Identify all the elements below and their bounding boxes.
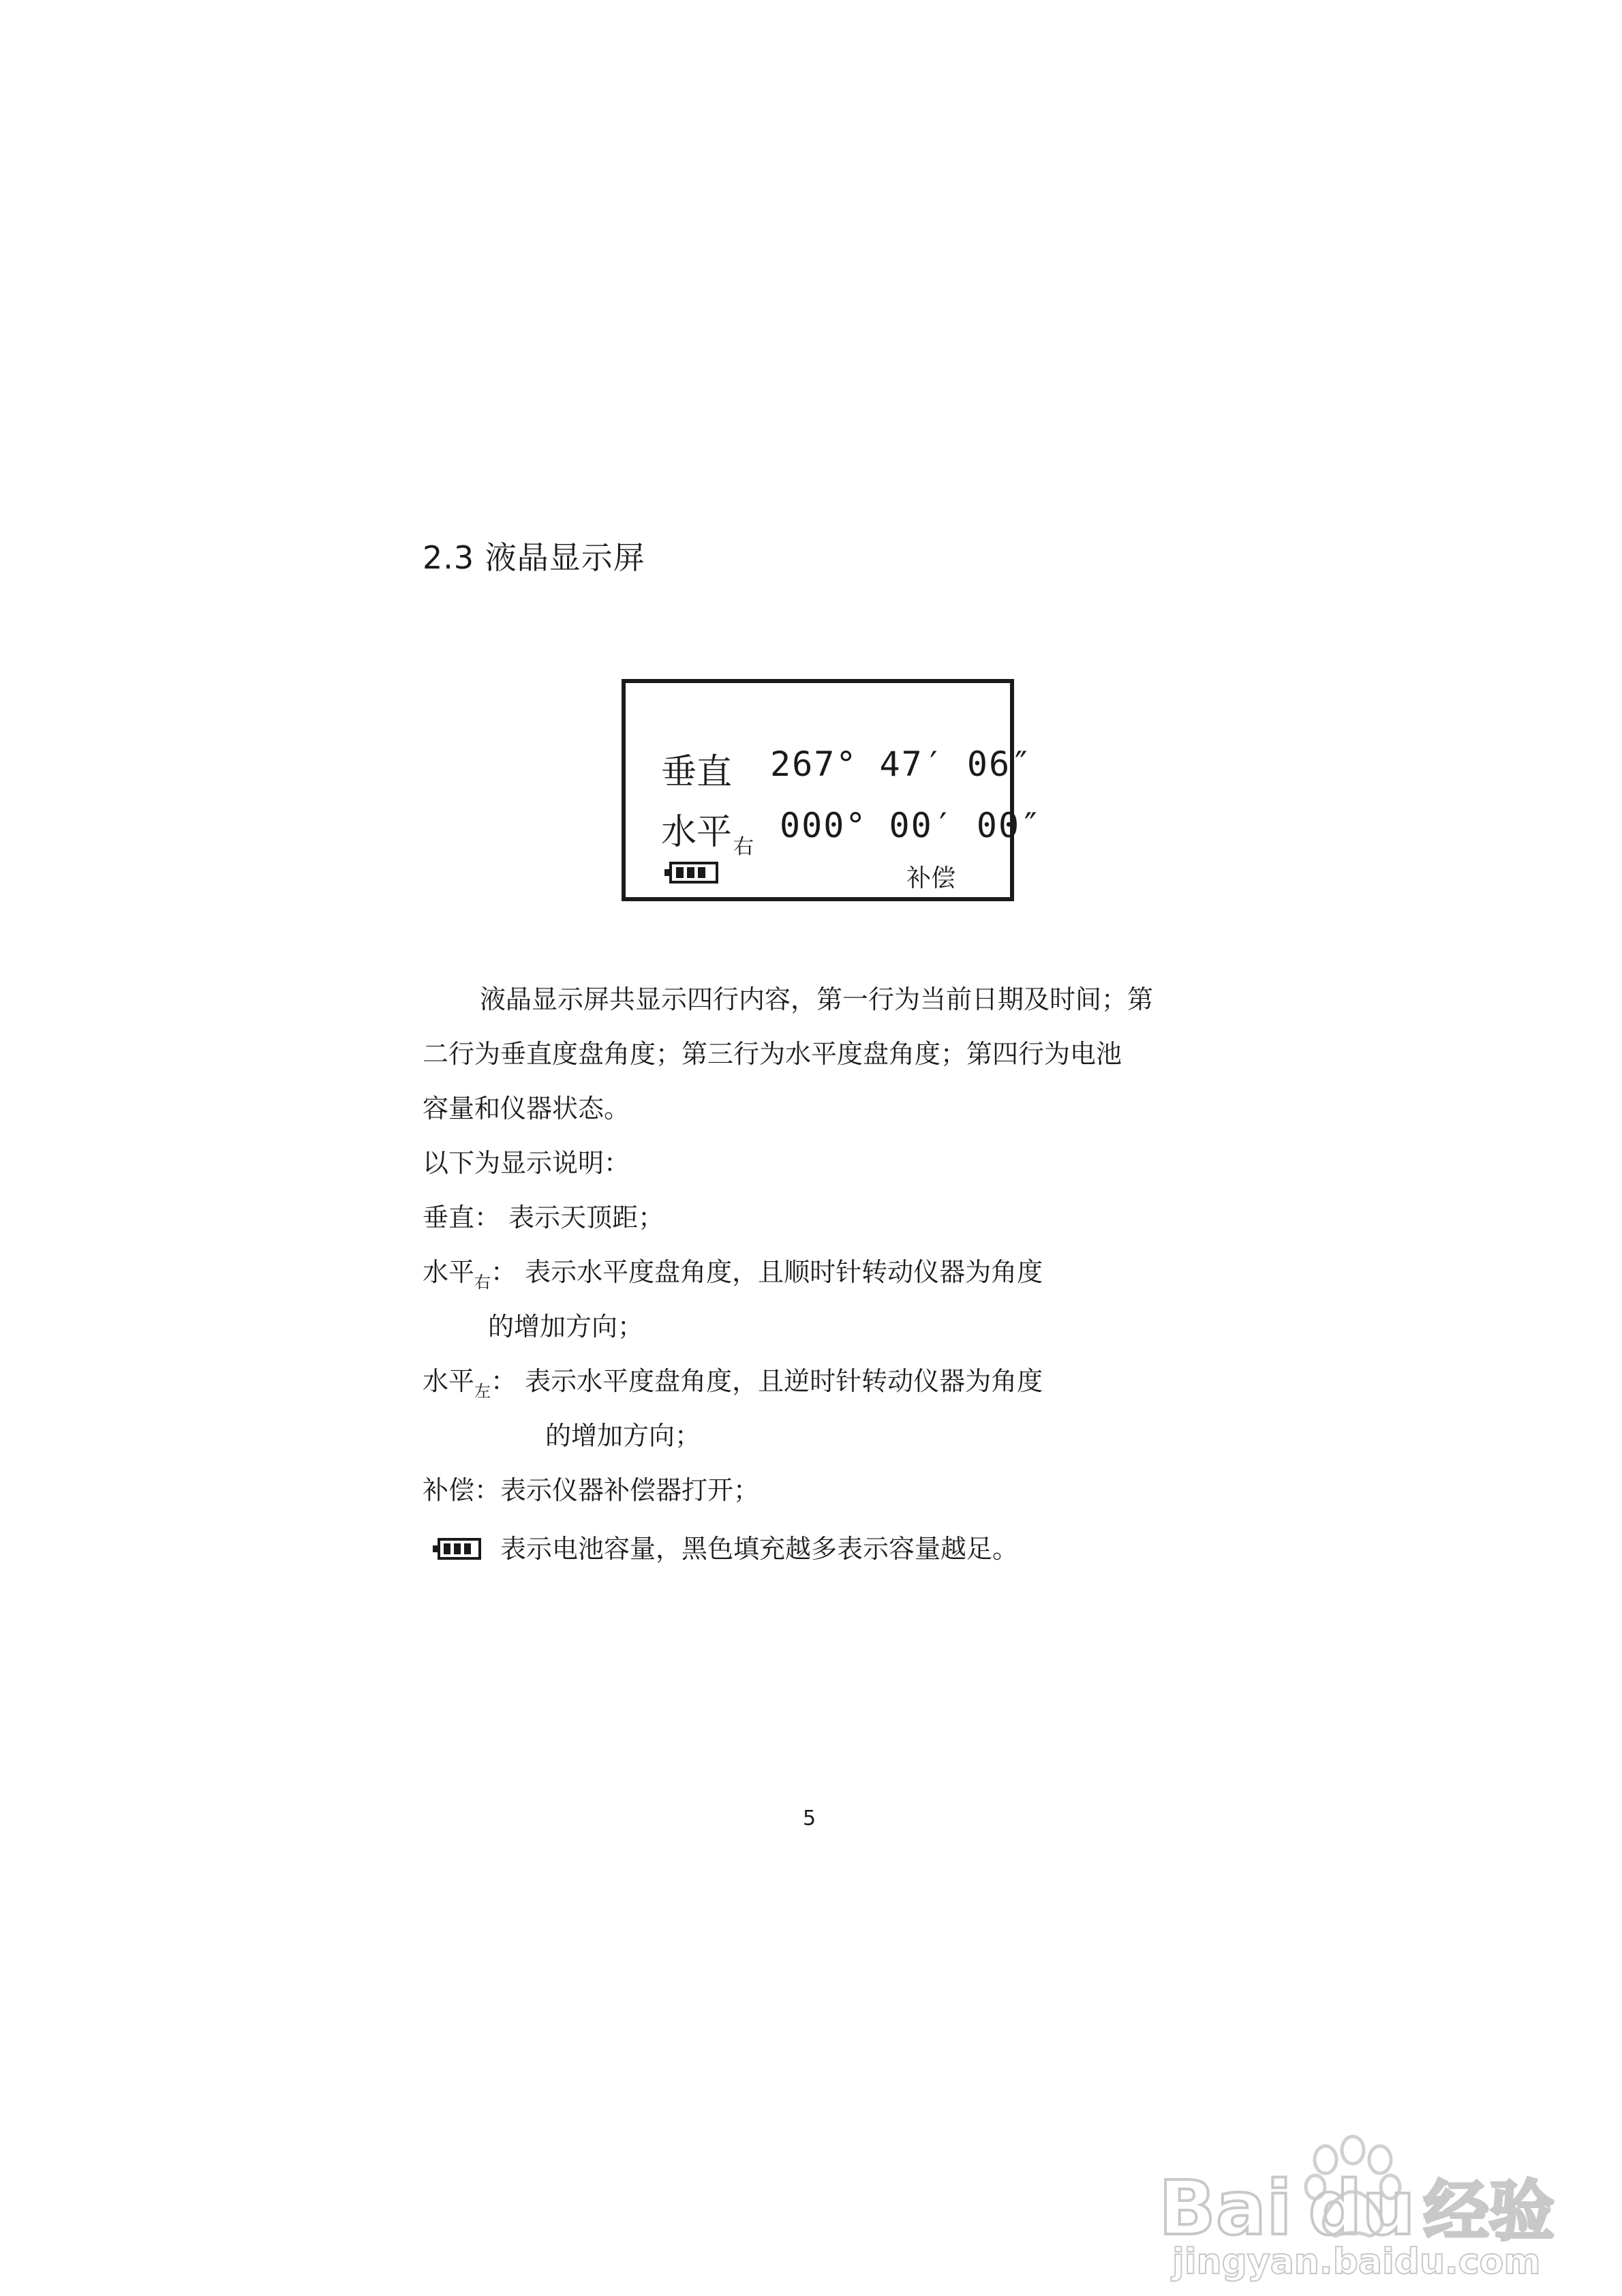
lcd-row2-label <box>661 803 754 859</box>
lcd-row2-sub: 右 <box>733 835 754 859</box>
battery-icon <box>669 862 718 886</box>
explain-item-compensation: 补偿：表示仪器补偿器打开； <box>423 1475 760 1505</box>
lcd-display <box>622 679 1043 901</box>
watermark-brand-cn: 经验 <box>1423 2173 1555 2250</box>
battery-body <box>669 862 718 883</box>
item3-text: ： 表示水平度盘角度，且逆时针转动仪器为角度 <box>491 1366 1043 1396</box>
item3-label: 水平 <box>423 1366 475 1396</box>
explain-item-vertical: 垂直： 表示天顶距； <box>423 1203 664 1233</box>
section-title: 2.3 液晶显示屏 <box>423 539 645 576</box>
battery-icon <box>432 1535 487 1562</box>
explain-item-battery <box>423 1522 1018 1576</box>
battery-body <box>438 1538 481 1560</box>
item2-label: 水平 <box>423 1257 475 1287</box>
intro-line-2: 二行为垂直度盘角度；第三行为水平度盘角度；第四行为电池 <box>423 1039 1122 1069</box>
item5-text: 表示电池容量，黑色填充越多表示容量越足。 <box>500 1534 1019 1564</box>
watermark-brand <box>1159 2160 1555 2253</box>
explain-heading: 以下为显示说明： <box>423 1148 630 1178</box>
battery-cell <box>687 867 694 878</box>
battery-cell <box>444 1543 450 1554</box>
page-number: 5 <box>803 1807 816 1830</box>
battery-cell <box>676 867 684 878</box>
explain-item-horizontal-right-cont: 的增加方向； <box>488 1312 644 1342</box>
watermark-brand-a: Bai <box>1159 2164 1292 2252</box>
lcd-row1-value: 267° 47′ 06″ <box>770 744 1033 784</box>
item2-sub: 右 <box>474 1273 491 1292</box>
explain-item-horizontal-left <box>423 1354 1043 1412</box>
lcd-row1-label: 垂直 <box>661 752 733 793</box>
battery-cell <box>698 867 705 878</box>
watermark-url: jingyan.baidu.com <box>1172 2241 1541 2282</box>
intro-line-1: 液晶显示屏共显示四行内容，第一行为当前日期及时间；第 <box>480 984 1154 1014</box>
watermark-brand-b: du <box>1308 2164 1416 2252</box>
watermark-logo <box>1145 2127 1567 2282</box>
lcd-row2-label-text: 水平 <box>661 812 733 853</box>
lcd-row2-value: 000° 00′ 00″ <box>780 806 1043 845</box>
battery-cell <box>454 1543 461 1554</box>
lcd-status-text: 补偿 <box>906 864 956 892</box>
intro-line-3: 容量和仪器状态。 <box>423 1093 630 1123</box>
item2-text: ： 表示水平度盘角度，且顺时针转动仪器为角度 <box>491 1257 1043 1287</box>
battery-cell <box>464 1543 471 1554</box>
item3-sub: 左 <box>474 1382 491 1401</box>
explain-item-horizontal-right <box>423 1245 1043 1303</box>
explain-item-horizontal-left-cont: 的增加方向； <box>545 1421 701 1451</box>
